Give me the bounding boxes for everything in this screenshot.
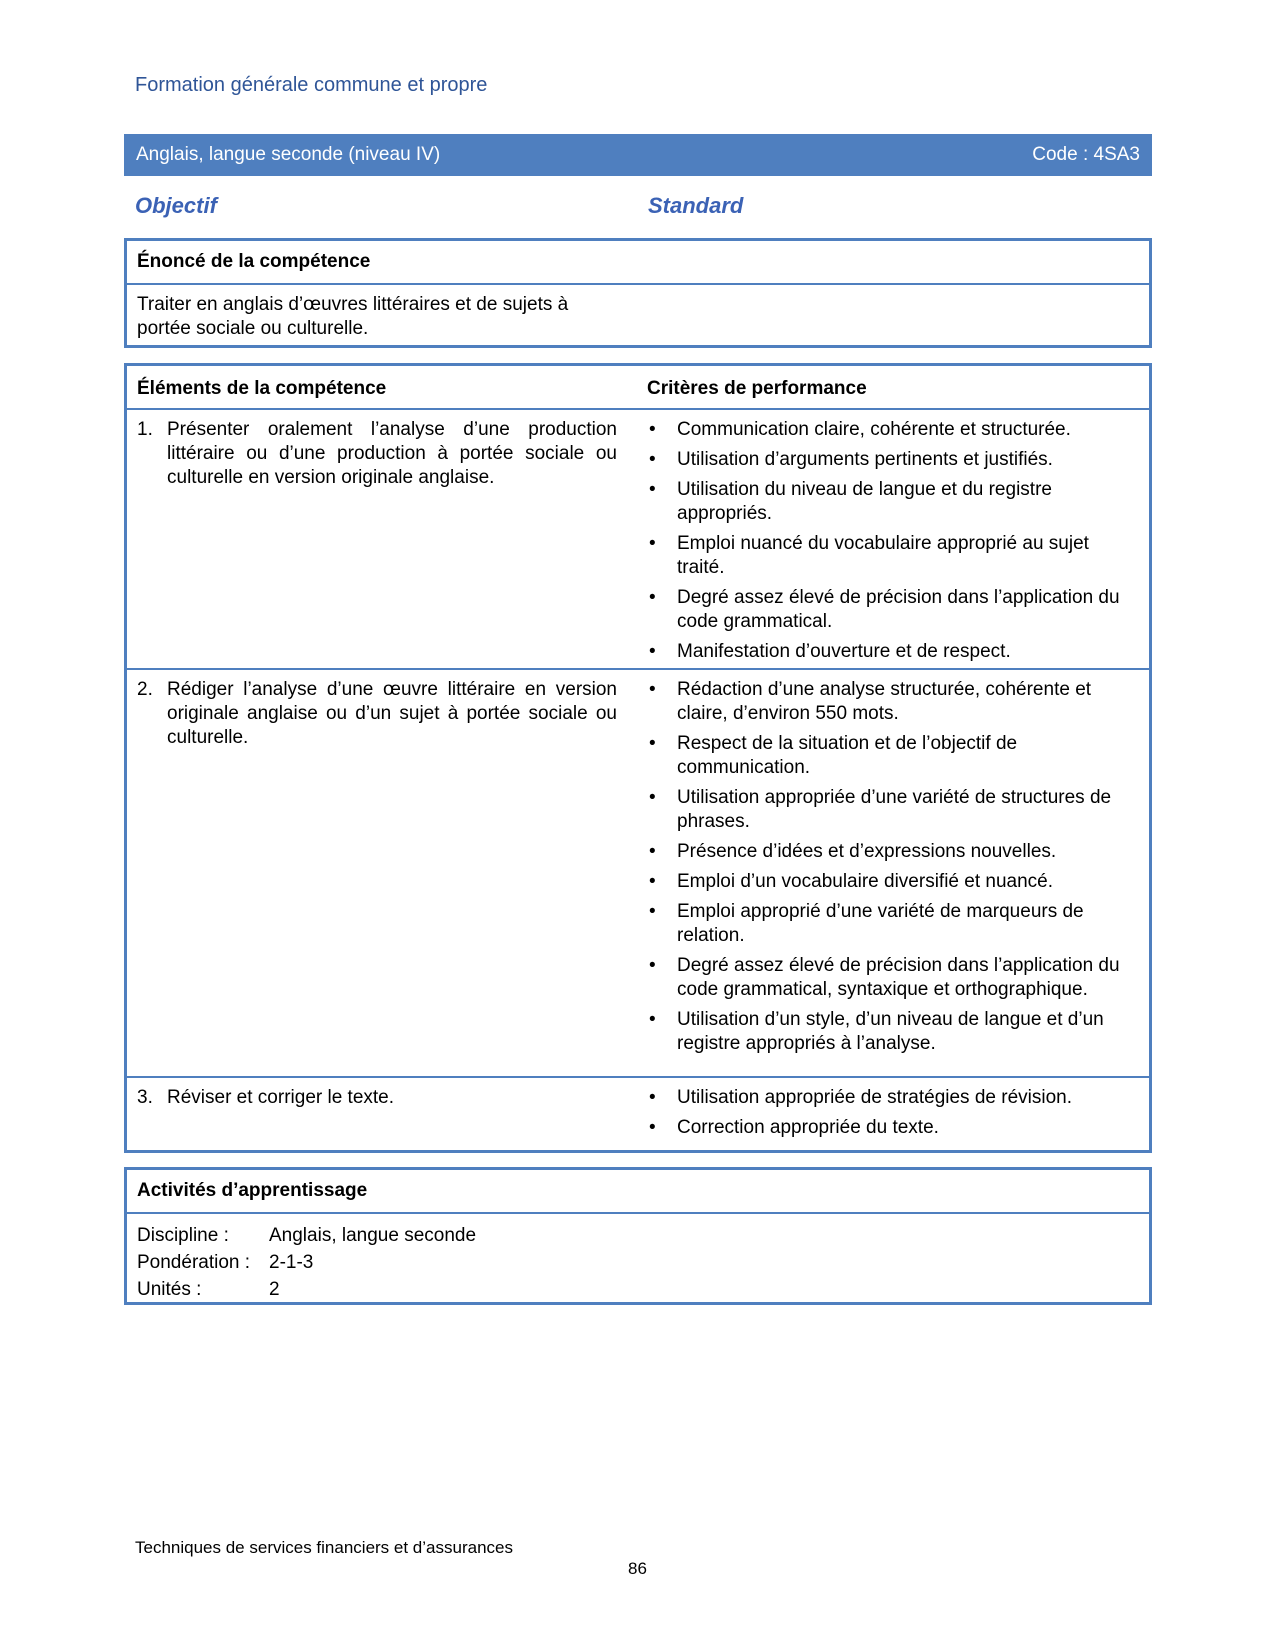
element-number: 1. bbox=[137, 419, 153, 440]
standard-label: Standard bbox=[648, 193, 744, 218]
bullet-icon: • bbox=[649, 1087, 656, 1108]
element-text: Rédiger l’analyse d’une œuvre littéraire en version originale anglaise ou d’un sujet à portée sociale ou culturelle. bbox=[167, 679, 617, 748]
element-cell bbox=[137, 418, 617, 490]
bullet-icon: • bbox=[649, 787, 656, 808]
bullet-icon: • bbox=[649, 679, 656, 700]
list-item: • Manifestation d’ouverture et de respect. bbox=[649, 641, 1011, 662]
unites-line bbox=[137, 1278, 280, 1302]
list-item: • Rédaction d’une analyse structurée, cohérente et claire, d’environ 550 mots. bbox=[649, 679, 1092, 724]
unites-value: 2 bbox=[269, 1279, 280, 1300]
list-item: • Présence d’idées et d’expressions nouvelles. bbox=[649, 841, 1057, 862]
discipline-label: Discipline : bbox=[137, 1225, 229, 1246]
list-item: • Emploi d’un vocabulaire diversifié et nuancé. bbox=[649, 871, 1053, 892]
enonce-text: Traiter en anglais d’œuvres littéraires et de sujets à portée sociale ou culturelle. bbox=[137, 294, 569, 339]
list-item: • Emploi nuancé du vocabulaire approprié au sujet traité. bbox=[649, 533, 1089, 578]
discipline-value: Anglais, langue seconde bbox=[269, 1225, 477, 1246]
table-row bbox=[127, 668, 1149, 1076]
list-item: • Emploi approprié d’une variété de marqueurs de relation. bbox=[649, 901, 1084, 946]
bullet-icon: • bbox=[649, 419, 656, 440]
element-number: 2. bbox=[137, 679, 153, 700]
list-item: • Utilisation du niveau de langue et du registre appropriés. bbox=[649, 479, 1052, 524]
bullet-icon: • bbox=[649, 641, 656, 662]
criteria-list bbox=[647, 678, 1137, 1062]
bullet-icon: • bbox=[649, 587, 656, 608]
bullet-icon: • bbox=[649, 901, 656, 922]
ponderation-value: 2-1-3 bbox=[269, 1252, 314, 1273]
bullet-icon: • bbox=[649, 955, 656, 976]
objective-standard-row bbox=[135, 193, 1135, 223]
list-item: • Utilisation appropriée d’une variété de structures de phrases. bbox=[649, 787, 1112, 832]
elements-table bbox=[124, 363, 1152, 1153]
list-item: • Utilisation appropriée de stratégies de révision. bbox=[649, 1087, 1072, 1108]
bullet-icon: • bbox=[649, 1009, 656, 1030]
element-cell bbox=[137, 1086, 617, 1110]
bullet-icon: • bbox=[649, 449, 656, 470]
enonce-box bbox=[124, 238, 1152, 348]
list-item: • Communication claire, cohérente et structurée. bbox=[649, 419, 1071, 440]
bullet-icon: • bbox=[649, 533, 656, 554]
section-label: Formation générale commune et propre bbox=[135, 74, 488, 96]
ponderation-line bbox=[137, 1251, 313, 1275]
ponderation-label: Pondération : bbox=[137, 1252, 251, 1273]
list-item: • Utilisation d’un style, d’un niveau de langue et d’un registre appropriés à l’analyse. bbox=[649, 1009, 1104, 1054]
bullet-icon: • bbox=[649, 479, 656, 500]
discipline-line bbox=[137, 1224, 476, 1248]
course-code: Code : 4SA3 bbox=[1032, 144, 1140, 165]
criteria-column-header: Critères de performance bbox=[647, 378, 867, 399]
table-row bbox=[127, 410, 1149, 668]
elements-column-header: Éléments de la compétence bbox=[137, 378, 387, 399]
objectif-label: Objectif bbox=[135, 193, 217, 218]
bullet-icon: • bbox=[649, 871, 656, 892]
list-item: • Degré assez élevé de précision dans l’application du code grammatical. bbox=[649, 587, 1120, 632]
list-item: • Degré assez élevé de précision dans l’application du code grammatical, syntaxique et orthographique. bbox=[649, 955, 1120, 1000]
enonce-title: Énoncé de la compétence bbox=[127, 241, 1149, 285]
bullet-icon: • bbox=[649, 733, 656, 754]
criteria-list bbox=[647, 418, 1137, 670]
list-item: • Utilisation d’arguments pertinents et justifiés. bbox=[649, 449, 1053, 470]
bullet-icon: • bbox=[649, 841, 656, 862]
element-text: Présenter oralement l’analyse d’une production littéraire ou d’une production à portée sociale ou culturelle en version originale anglaise. bbox=[167, 419, 617, 488]
page-number: 86 bbox=[628, 1559, 647, 1578]
activites-box bbox=[124, 1167, 1152, 1305]
element-text: Réviser et corriger le texte. bbox=[167, 1087, 395, 1108]
element-cell bbox=[137, 678, 617, 750]
unites-label: Unités : bbox=[137, 1279, 202, 1300]
activites-title: Activités d’apprentissage bbox=[127, 1170, 1149, 1214]
criteria-list bbox=[647, 1086, 1137, 1146]
table-row bbox=[127, 1076, 1149, 1150]
list-item: • Correction appropriée du texte. bbox=[649, 1117, 939, 1138]
list-item: • Respect de la situation et de l’objectif de communication. bbox=[649, 733, 1018, 778]
element-number: 3. bbox=[137, 1087, 153, 1108]
elements-table-header bbox=[127, 366, 1149, 410]
course-title-bar bbox=[124, 134, 1152, 176]
bullet-icon: • bbox=[649, 1117, 656, 1138]
footer-program: Techniques de services financiers et d’assurances bbox=[135, 1538, 513, 1557]
course-title: Anglais, langue seconde (niveau IV) bbox=[136, 144, 441, 165]
